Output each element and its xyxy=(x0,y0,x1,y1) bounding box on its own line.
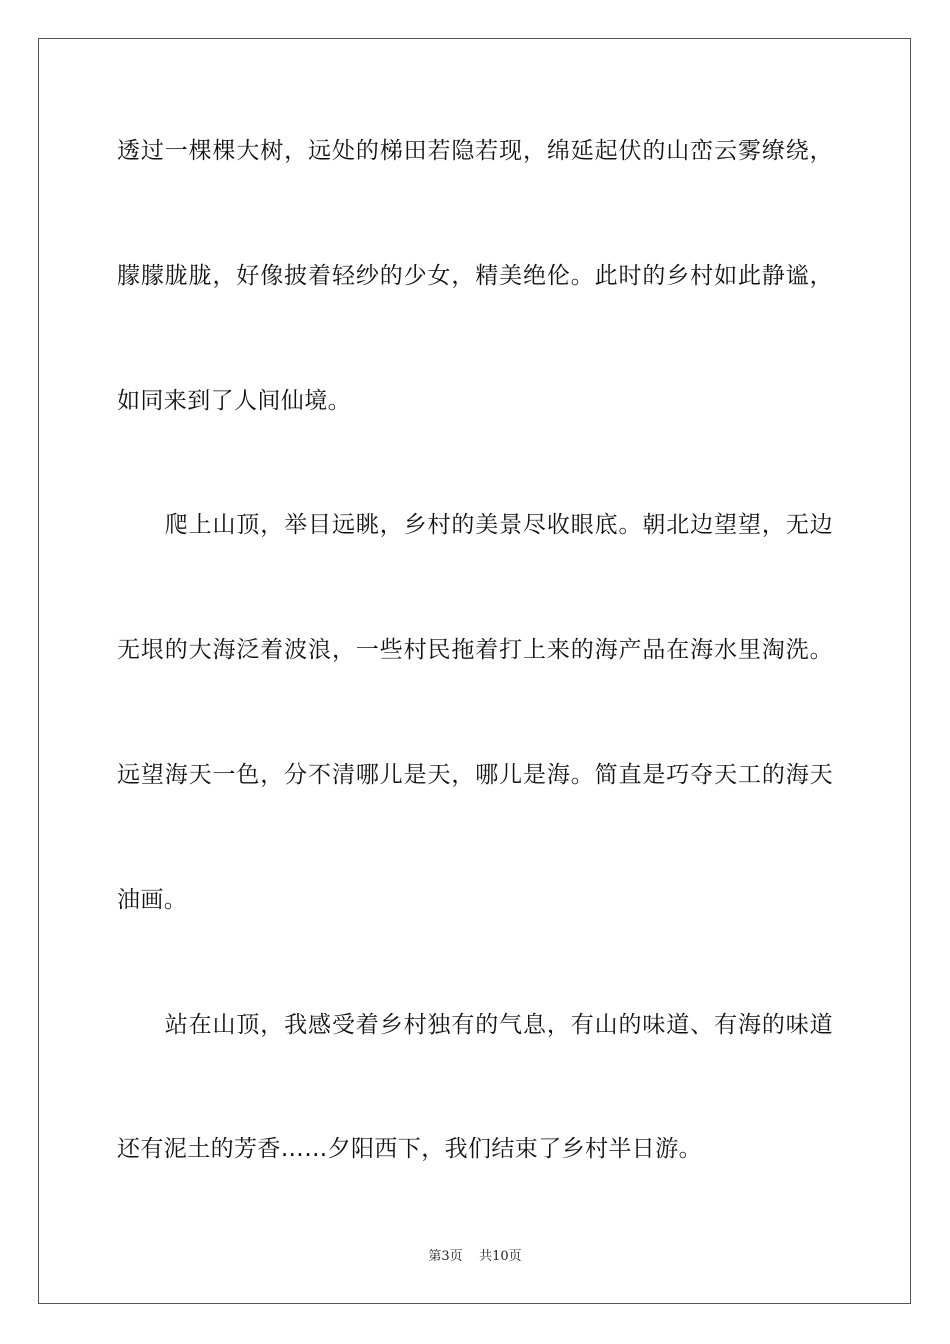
page-footer xyxy=(0,1248,950,1266)
text-line: 站在山顶，我感受着乡村独有的气息，有山的味道、有海的味道 xyxy=(117,1012,833,1038)
text-line: 无垠的大海泛着波浪，一些村民拖着打上来的海产品在海水里淘洗。 xyxy=(117,637,833,663)
page-number: 第3页 xyxy=(428,1249,463,1264)
text-line: 透过一棵棵大树，远处的梯田若隐若现，绵延起伏的山峦云雾缭绕， xyxy=(117,138,833,164)
text-line: 朦朦胧胧，好像披着轻纱的少女，精美绝伦。此时的乡村如此静谧， xyxy=(117,263,833,289)
text-line: 还有泥土的芳香……夕阳西下，我们结束了乡村半日游。 xyxy=(117,1136,702,1162)
text-line: 油画。 xyxy=(117,887,188,913)
text-line: 如同来到了人间仙境。 xyxy=(117,388,351,414)
text-line: 爬上山顶，举目远眺，乡村的美景尽收眼底。朝北边望望，无边 xyxy=(117,512,833,538)
page-total: 共10页 xyxy=(479,1249,522,1264)
text-line: 远望海天一色，分不清哪儿是天，哪儿是海。简直是巧夺天工的海天 xyxy=(117,762,833,788)
page-frame xyxy=(38,38,911,1304)
